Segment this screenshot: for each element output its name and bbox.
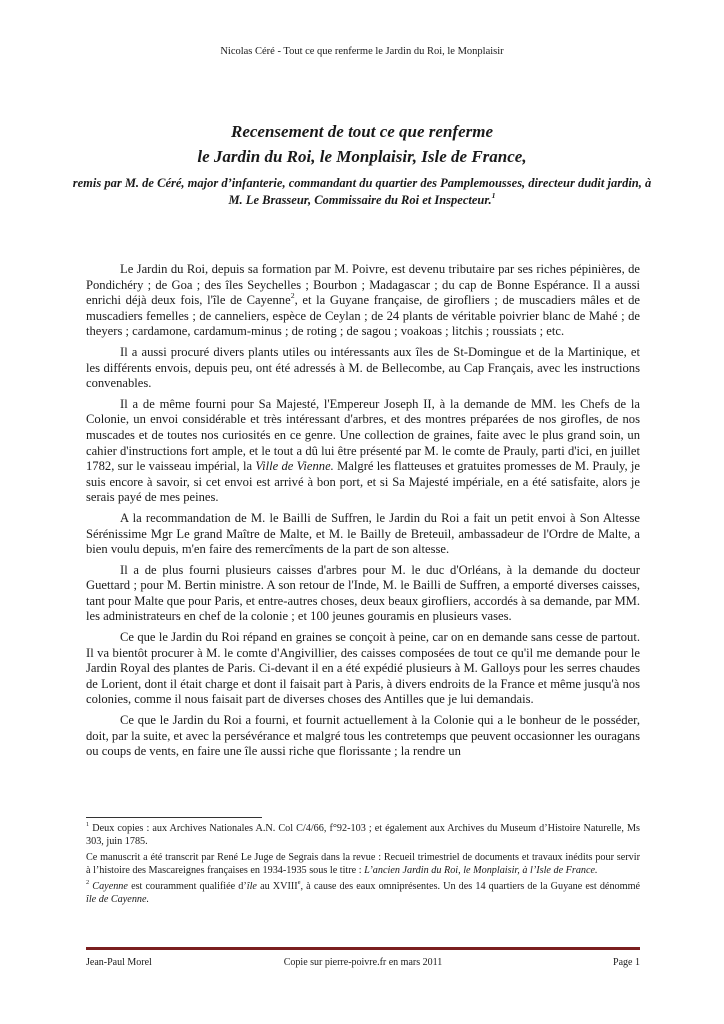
- title-line-2: le Jardin du Roi, le Monplaisir, Isle de France,: [197, 147, 527, 166]
- footnote-2-place: île de Cayenne.: [86, 894, 150, 905]
- footnote-1-number: 1: [86, 820, 90, 828]
- paragraph-3-part-a: Il a de même fourni pour Sa Majesté, l'Empereur Joseph II, à la demande de MM. les Chefs de la Colonie, un envoi considérable et très intéressant d'arbres, et des montres préparées de nos girofles, de nos muscades et de toutes nos curiosités en ce genre. Une collection de graines, faite avec le plus grand soin, un cahier d'instructions fort ample, et le tout a dû lui être présenté par M. le comte de Prauly, parti d'ici, en juillet 1782, sur le vaisseau impérial, la: [86, 396, 640, 474]
- footnote-2-term: Cayenne: [92, 881, 128, 892]
- footnote-2-century-sup: e: [297, 878, 301, 886]
- footnote-ref-2[interactable]: 2: [290, 290, 295, 300]
- paragraph-1-part-a: Le Jardin du Roi, depuis sa formation par M. Poivre, est devenu tributaire par ses riches pépinières, de Pondichéry ; de Goa ; des îles Seychelles ; Bourbon ; Madagascar ; du cap de Bonne Espérance. Il a aussi enrichi déjà deux fois, l'île de Cayenne: [86, 262, 640, 308]
- footnote-divider: [86, 817, 262, 818]
- footnotes: [86, 822, 640, 909]
- paragraph-4: A la recommandation de M. le Bailli de Suffren, le Jardin du Roi a fait un petit envoi à Son Altesse Sérénissime Mgr Le grand Maître de Malte, et M. le Bailly de Breteuil, ambassadeur de l'Ordre de Malte, a bien voulu depuis, m'en faire des remercîments de la part de son altesse.: [86, 510, 640, 557]
- paragraph-6: Ce que le Jardin du Roi répand en graines se conçoit à peine, car on en demande sans cesse de partout. Il va bientôt procurer à M. le comte d'Angivillier, des caisses composées de tout ce qu'il me demande pour le Jardin Royal des plantes de Paris. Ci-devant il en a été expédié plusieurs à M. Galloys pour les serres chaudes de Lorient, dont il était charge et dont il faisait part à Paris, à divers endroits de la France et même jusqu'à nos colonies, comme il nous faisait part de diverses choses des Antilles que je lui demandais.: [86, 630, 640, 707]
- ship-name: Ville de Vienne.: [255, 459, 334, 474]
- footnote-1: [86, 822, 640, 848]
- paragraph-2: Il a aussi procuré divers plants utiles ou intéressants aux îles de St-Domingue et de la Martinique, et les différents envois, depuis peu, ont été adressés à M. de Bellecombe, au Cap Français, avec les instructions convenables.: [86, 344, 640, 391]
- footnote-ref-1[interactable]: 1: [491, 190, 496, 200]
- footnote-2-text-a: est couramment qualifiée d’: [131, 881, 247, 892]
- paragraph-3-part-b: Malgré les flatteuses et gratuites promesses de M. Prauly, je suis encore à savoir, si cet envoi est arrivé à bon port, et si Sa Majesté impériale, en a été satisfaite, alors je serais payé de mes peines.: [86, 459, 640, 505]
- footer-copy-note: Copie sur pierre-poivre.fr en mars 2011: [283, 957, 443, 968]
- footnote-2-ile: île: [246, 881, 257, 892]
- title-subtitle: [70, 175, 654, 209]
- footer-page-number: Page 1: [613, 957, 640, 968]
- footer-author: Jean-Paul Morel: [86, 957, 152, 968]
- title-line-1: Recensement de tout ce que renferme: [230, 122, 494, 141]
- paragraph-1-part-b: , et la Guyane française, de girofliers ; de muscadiers mâles et de muscadiers femelles ; de canneliers, espèce de Ceylan ; de 24 plants de véritable poivrier blanc de Mahé ; de theyers ; cardamone, cardamum-minus ; de roting ; de sagou ; voakoas ; litchis ; roussiats ; etc.: [86, 293, 640, 339]
- body-text: [86, 262, 640, 765]
- footnote-2-text-c: , à cause des eaux omniprésentes. Un des 14 quartiers de la Guyane est dénommé: [300, 881, 641, 892]
- footnote-1-text: Deux copies : aux Archives Nationales A.N. Col C/4/66, f°92-103 ; et également aux Archives du Museum d’Histoire Naturelle, Ms 303, juin 1785.: [86, 823, 641, 847]
- paragraph-5: Il a de plus fourni plusieurs caisses d'arbres pour M. le duc d'Orléans, à la demande du docteur Guettard ; pour M. Bertin ministre. A son retour de l'Inde, M. le Bailli de Suffren, a emporté diverses caisses, tant pour Malte que pour Paris, et entre-autres choses, deux beaux girofliers, accordés à sa demande, par MM. les administrateurs en chef de la colonie ; et 100 jeunes gouramis en plusieurs vases.: [86, 562, 640, 624]
- document-title: [70, 120, 654, 209]
- footnote-2-text-b: au XVIII: [260, 881, 298, 892]
- paragraph-3: [86, 397, 640, 506]
- footnote-2: [86, 880, 640, 906]
- running-header: Nicolas Céré - Tout ce que renferme le Jardin du Roi, le Monplaisir: [220, 46, 504, 57]
- footnote-1-transcription: [86, 851, 640, 877]
- footnote-1-title: L’ancien Jardin du Roi, le Monplaisir, à l’Isle de France.: [364, 865, 598, 876]
- footer-divider: [86, 947, 640, 950]
- footnote-1-transcription-text: Ce manuscrit a été transcrit par René Le Juge de Segrais dans la revue : Recueil trimestriel de documents et travaux inédits pour servir à l’histoire des Mascareignes françaises en 1934-1935 sous le titre :: [86, 852, 640, 876]
- subtitle-text: remis par M. de Céré, major d’infanterie, commandant du quartier des Pamplemousses, directeur dudit jardin, à M. Le Brasseur, Commissaire du Roi et Inspecteur.: [72, 176, 652, 207]
- paragraph-1: [86, 262, 640, 340]
- paragraph-7: Ce que le Jardin du Roi a fourni, et fournit actuellement à la Colonie qui a le bonheur de le posséder, doit, par la suite, et avec la persévérance et malgré tous les contretemps que peuvent occasionner les ouragans ou coups de vents, en faire une île aussi riche que florissante ; la rendre un: [86, 713, 640, 759]
- footnote-2-number: 2: [86, 878, 90, 886]
